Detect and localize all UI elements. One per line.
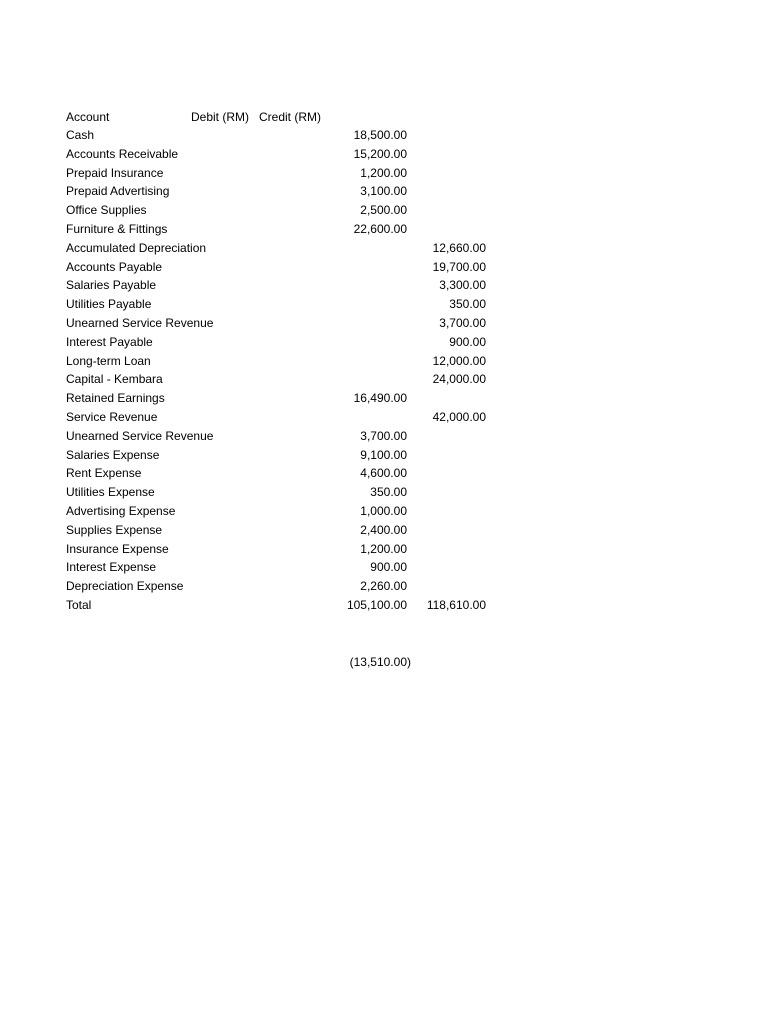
table-row [0, 502, 768, 521]
debit-amount: 2,500.00 [360, 203, 407, 218]
table-row [0, 577, 768, 596]
table-row [0, 558, 768, 577]
table-row [0, 201, 768, 220]
table-row [0, 182, 768, 201]
debit-amount: 2,400.00 [360, 522, 407, 537]
header-row [0, 108, 768, 126]
account-name: Cash [66, 128, 95, 142]
account-name: Salaries Payable [66, 278, 157, 293]
credit-amount: 24,000.00 [432, 372, 486, 387]
table-row [0, 596, 768, 615]
account-rows [0, 126, 768, 615]
debit-amount: 18,500.00 [353, 128, 407, 142]
account-name: Advertising Expense [66, 503, 176, 518]
account-name: Retained Earnings [66, 391, 165, 406]
debit-amount: 4,600.00 [360, 466, 407, 481]
credit-amount: 118,610.00 [426, 597, 486, 612]
account-name: Accounts Payable [66, 259, 163, 274]
debit-amount: 16,490.00 [353, 391, 407, 406]
table-row [0, 540, 768, 559]
table-row [0, 126, 768, 145]
table-row [0, 239, 768, 258]
header-debit: Debit (RM) [191, 110, 250, 124]
table-row [0, 389, 768, 408]
account-name: Unearned Service Revenue [66, 315, 214, 330]
debit-amount: 1,000.00 [360, 503, 407, 518]
table-row [0, 446, 768, 465]
account-name: Accounts Receivable [66, 146, 179, 161]
account-name: Interest Expense [66, 560, 157, 575]
debit-amount: 105,100.00 [346, 597, 407, 612]
account-name: Furniture & Fittings [66, 221, 168, 236]
table-row [0, 427, 768, 446]
account-name: Insurance Expense [66, 541, 169, 556]
debit-amount: 22,600.00 [353, 221, 407, 236]
account-name: Unearned Service Revenue [66, 428, 214, 443]
header-credit: Credit (RM) [259, 110, 321, 124]
account-name: Service Revenue [66, 409, 158, 424]
debit-amount: 9,100.00 [360, 447, 407, 462]
difference-value: (13,510.00) [349, 655, 411, 669]
debit-amount: 3,700.00 [360, 428, 407, 443]
account-name: Prepaid Advertising [66, 184, 170, 199]
table-row [0, 483, 768, 502]
account-name: Capital - Kembara [66, 372, 163, 387]
account-name: Utilities Payable [66, 297, 152, 312]
credit-amount: 12,660.00 [432, 240, 486, 255]
debit-amount: 350.00 [370, 485, 407, 500]
account-name: Rent Expense [66, 466, 142, 481]
account-name: Supplies Expense [66, 522, 163, 537]
table-row [0, 370, 768, 389]
table-row [0, 464, 768, 483]
debit-amount: 2,260.00 [360, 579, 407, 594]
credit-amount: 42,000.00 [432, 409, 486, 424]
account-name: Prepaid Insurance [66, 165, 164, 180]
table-row [0, 145, 768, 164]
header-account: Account [66, 110, 110, 124]
debit-amount: 1,200.00 [360, 165, 407, 180]
account-name: Salaries Expense [66, 447, 160, 462]
table-row [0, 220, 768, 239]
debit-amount: 3,100.00 [360, 184, 407, 199]
table-row [0, 521, 768, 540]
table-row [0, 408, 768, 427]
table-row [0, 314, 768, 333]
credit-amount: 3,700.00 [439, 315, 486, 330]
account-name: Long-term Loan [66, 353, 151, 368]
table-row [0, 164, 768, 183]
credit-amount: 3,300.00 [439, 278, 486, 293]
credit-amount: 350.00 [449, 297, 486, 312]
table-row [0, 276, 768, 295]
table-row [0, 333, 768, 352]
debit-amount: 15,200.00 [353, 146, 407, 161]
credit-amount: 12,000.00 [432, 353, 486, 368]
table-row [0, 352, 768, 371]
account-name: Depreciation Expense [66, 579, 184, 594]
debit-amount: 1,200.00 [360, 541, 407, 556]
account-name: Accumulated Depreciation [66, 240, 207, 255]
account-name: Total [66, 597, 92, 612]
credit-amount: 19,700.00 [432, 259, 486, 274]
credit-amount: 900.00 [449, 334, 486, 349]
account-name: Utilities Expense [66, 485, 155, 500]
account-name: Office Supplies [66, 203, 147, 218]
table-row [0, 258, 768, 277]
debit-amount: 900.00 [370, 560, 407, 575]
table-row [0, 295, 768, 314]
account-name: Interest Payable [66, 334, 153, 349]
